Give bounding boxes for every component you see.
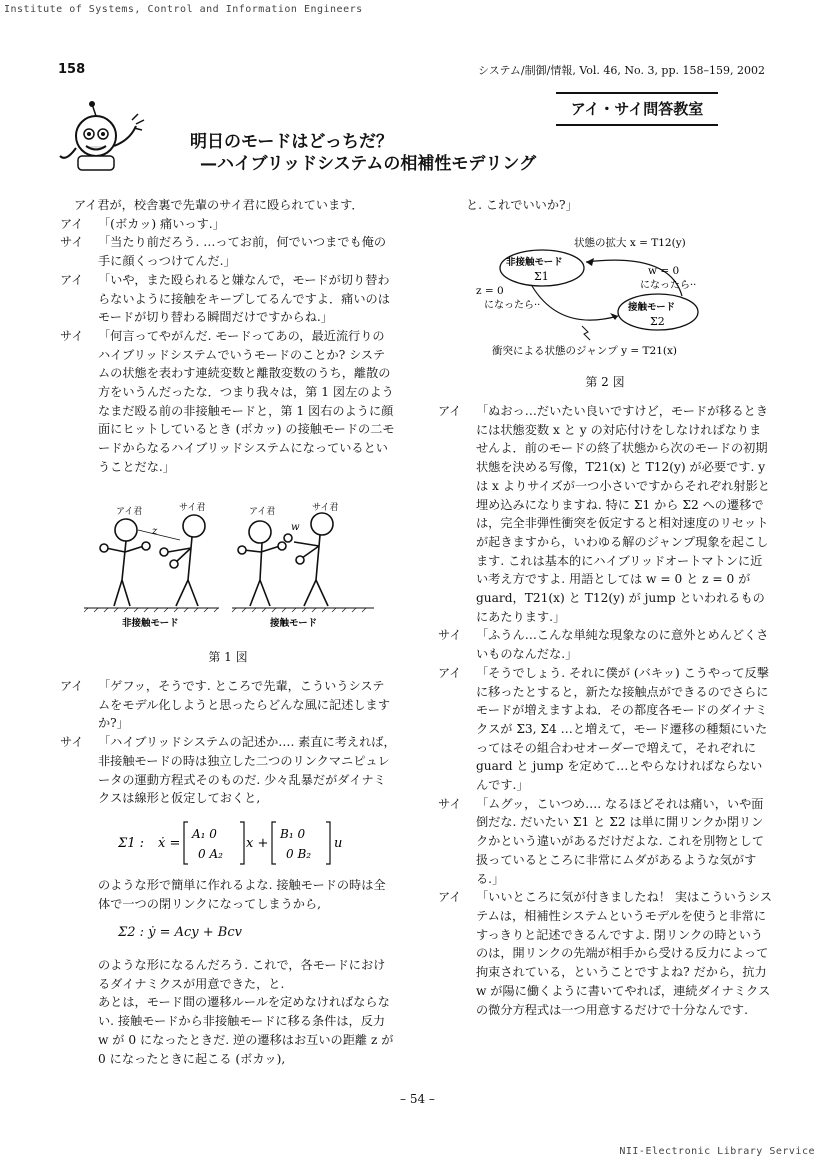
fig2-z0-cond: になったら··: [484, 300, 541, 311]
svg-text:ẋ =: ẋ =: [158, 836, 181, 851]
figure-1-caption: 第 1 図: [208, 650, 248, 664]
svg-text:B₁ 0: B₁ 0: [280, 827, 306, 841]
svg-text:x +: x +: [246, 836, 269, 851]
dialogue-line: アイ 「いや，また殴られると嫌なんで，モードが切り替わらないように接触をキープしてるんですよ．痛いのはモードが切り替わる瞬間だけですからね.」: [60, 272, 390, 325]
fig1-noncontact-label: 非接触モード: [122, 618, 179, 629]
paragraph: あとは，モード間の遷移ルールを定めなければならない. 接触モードから非接触モードに移る条件は，反力 w が 0 になったときだ. 逆の遷移はお互いの距離 z が 0 になったときに起こる (ボカッ),: [98, 995, 394, 1066]
dialogue-line: アイ 「(ボカッ) 痛いっす.」: [60, 216, 225, 231]
figure-2: [470, 232, 720, 362]
fig1-sai-label-2: サイ君: [312, 503, 339, 513]
intro-text: アイ君が，校舎裏で先輩のサイ君に殴られています．: [74, 198, 364, 212]
journal-citation: システム/制御/情報, Vol. 46, No. 3, pp. 158–159, 2002: [478, 64, 765, 77]
mascot-illustration: [52, 100, 152, 174]
fig2-bottom-label: 衝突による状態のジャンプ y = T21(x): [492, 345, 678, 357]
fig1-ai-label: アイ君: [116, 507, 143, 517]
fig1-contact-label: 接触モード: [270, 618, 318, 629]
paragraph: のような形になるんだろう. これで，各モードにおけるダイナミクスが用意できた，と.: [98, 958, 386, 991]
dialogue-line: アイ 「そうでしょう. それに僕が (バキッ) こうやって反撃に移ったとすると，新たな接触点ができるのでさらにモードが増えますよね．その都度各モードのダイナミクスが Σ3, Σ4 …と増えて，モード遷移の種類にいたってはその組合わせオーダーで増えて，それぞれに guard と jump を定めて…とやらなければならないんです.」: [438, 665, 769, 793]
left-column-bottom: [60, 677, 396, 808]
paragraph: と. これでいいか?」: [466, 198, 578, 212]
right-column-top: [438, 196, 772, 215]
fig2-w0-cond: になったら··: [640, 280, 697, 291]
series-title: アイ・サイ問答教室: [556, 92, 718, 126]
dialogue-line: アイ 「ぬおっ…だいたい良いですけど，モードが移るときには状態変数 x と y の対応付けをしなければなりませんよ．前のモードの終了状態から次のモードの初期状態を決める写像，T21(x) と T12(y) が必要です. y は x よりサイズが一つ小さいですからそれぞれ射影と埋め込みになりますね. 特に Σ1 から Σ2 への遷移では，完全非弾性衝突を仮定すると相対速度のリセットが起きますから，いわゆる解のジャンプ現象を起こします. これは基本的にハイブリッドオートマトンに近い考え方ですよ. 用語としては w = 0 と z = 0 が guard，T21(x) と T12(y) が jump といわれるものにあたります.」: [438, 404, 770, 624]
fig1-w: w: [291, 522, 300, 533]
fig1-z: z: [152, 526, 158, 537]
equation-1: [118, 818, 358, 868]
svg-text:0 A₂: 0 A₂: [198, 847, 223, 861]
article-title: 明日のモードはどっちだ？: [190, 132, 393, 152]
fig2-w0: w = 0: [648, 265, 680, 277]
dialogue-line: サイ 「ハイブリッドシステムの記述か…. 素直に考えれば，非接触モードの時は独立した二つのリンクマニピュレータの運動方程式そのものだ. 少々乱暴だがダイナミクスは線形と仮定しておくと,: [60, 735, 396, 806]
page-number: 158: [58, 62, 86, 77]
fig2-mode2: 接触モード: [628, 302, 676, 313]
dialogue-line: サイ 「何言ってやがんだ. モードってあの，最近流行りのハイブリッドシステムでいうモードのことか? システムの状態を表わす連続変数と離散変数のうち，離散の方をいうんだったな．つまり我々は，第 1 図左のようなまだ殴る前の非接触モードと，第 1 図右のように顔面にヒットしているとき (ボカッ) の接触モードの二モードからなるハイブリッドシステムになっているということだな.」: [60, 328, 395, 474]
nii-footer: NII-Electronic Library Service: [619, 1146, 815, 1157]
fig2-mode1-symbol: Σ1: [534, 270, 549, 283]
dialogue-line: サイ 「当たり前だろう. …ってお前，何でいつまでも俺の手に顔くっつけてんだ.」: [60, 235, 387, 269]
article-subtitle: —ハイブリッドシステムの相補性モデリング: [200, 154, 537, 174]
right-column-dialogue: [438, 402, 772, 1019]
dialogue-line: サイ 「ムグッ，こいつめ…. なるほどそれは痛い，いや面倒だな. だいたい Σ1 と Σ2 は単に開リンクか閉リンクかという違いがあるだけだよな. これを別物として扱っているところに非常にムダがあるような気がする.」: [438, 796, 765, 886]
fig2-mode1: 非接触モード: [506, 257, 563, 268]
left-column-top: [60, 196, 396, 477]
fig1-sai-label: サイ君: [179, 503, 206, 513]
fig2-mode2-symbol: Σ2: [650, 315, 665, 328]
dialogue-line: サイ 「ふうん…こんな単純な現象なのに意外とめんどくさいものなんだな.」: [438, 628, 769, 662]
page-footer-number: – 54 –: [400, 1092, 435, 1106]
dialogue-line: アイ 「いいところに気が付きましたね！ 実はこういうシステムは，相補性システムというモデルを使うと非常にすっきりと記述できるんですよ. 閉リンクの時というのは，開リンクの先端が相手から受ける反力によって拘束されている，ということですよね? だから，抗力 w が陽に働くように書いてやれば，連続ダイナミクスの微分方程式は一つ用意するだけで十分なんです.: [438, 890, 773, 1017]
fig2-top-label: 状態の拡大 x = T12(y): [574, 237, 686, 249]
left-column-end: [60, 956, 396, 1068]
svg-text:A₁ 0: A₁ 0: [192, 827, 217, 841]
left-column-after-eq1: [60, 876, 396, 913]
figure-1: [84, 500, 384, 632]
figure-2-caption: 第 2 図: [585, 375, 625, 389]
dialogue-line: アイ 「ゲフッ，そうです. ところで先輩，こういうシステムをモデル化しようと思ったらどんな風に記述しますか?」: [60, 679, 390, 731]
fig2-z0: z = 0: [476, 285, 504, 297]
svg-text:0 B₂: 0 B₂: [286, 847, 312, 861]
equation-2: Σ2 : ẏ = Acy + Bcv: [118, 925, 242, 940]
paragraph: のような形で簡単に作れるよな. 接触モードの時は全体で一つの閉リンクになってしまうから,: [98, 878, 386, 911]
fig1-ai-label-2: アイ君: [249, 507, 276, 517]
svg-text:u: u: [334, 836, 343, 851]
eq1-label: Σ1 :: [118, 836, 144, 851]
institute-header: Institute of Systems, Control and Information Engineers: [4, 4, 363, 15]
